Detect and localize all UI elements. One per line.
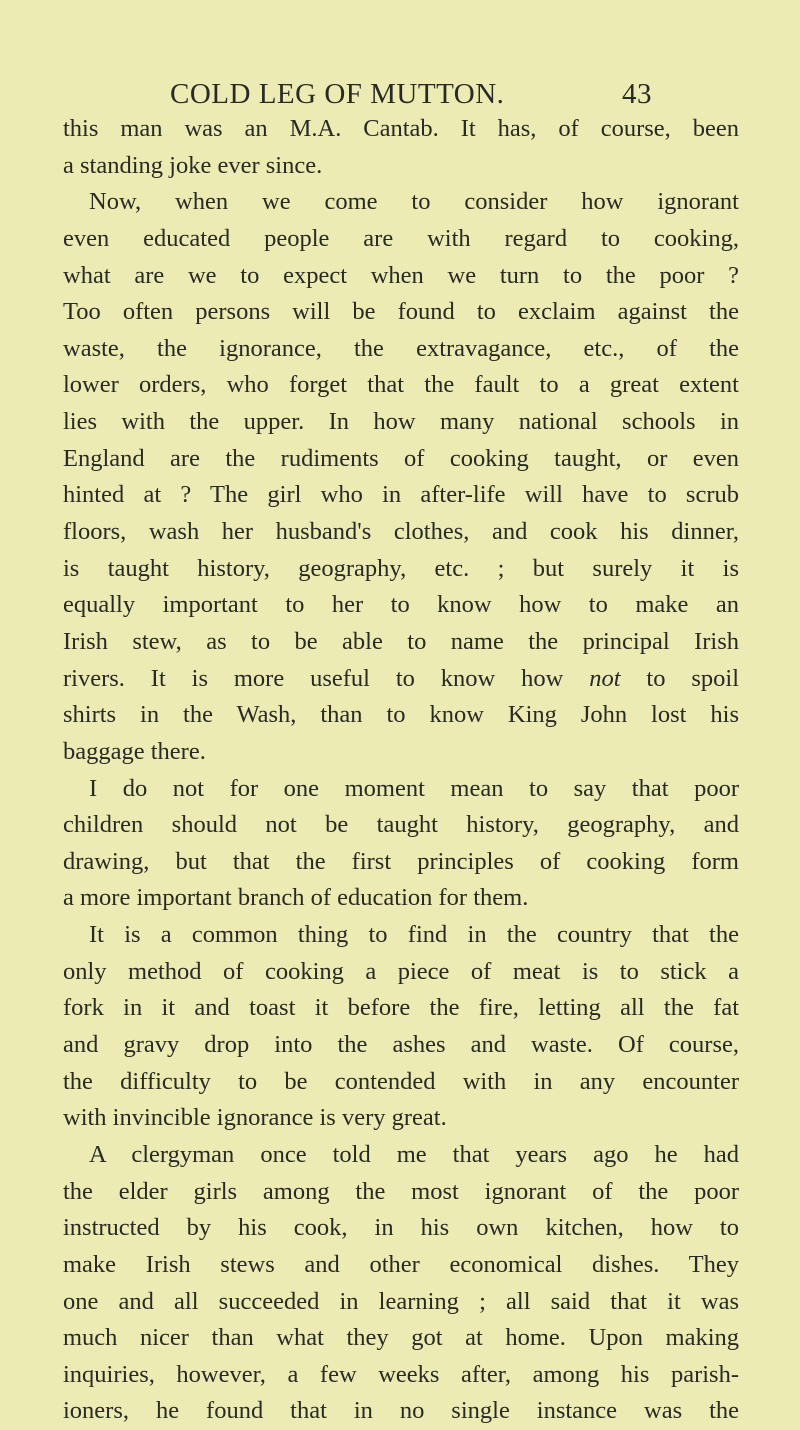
- text-line: [63, 661, 739, 698]
- text-line: [63, 697, 739, 734]
- line-text: ioners, he found that in no single instance was the: [63, 1397, 739, 1425]
- line-text: shirts in the Wash, than to know King John lost his: [63, 701, 739, 729]
- line-text: what are we to expect when we turn to the poor ?: [63, 261, 739, 289]
- text-line: [63, 294, 739, 331]
- text-line: [63, 917, 739, 954]
- page-number: 43: [622, 78, 652, 110]
- line-text: I do not for one moment mean to say that poor: [89, 774, 739, 802]
- text-line: [63, 184, 739, 221]
- text-line: [63, 1284, 739, 1321]
- line-text: only method of cooking a piece of meat is to stick a: [63, 957, 739, 985]
- line-text: make Irish stews and other economical dishes. They: [63, 1250, 739, 1278]
- line-text: Now, when we come to consider how ignorant: [89, 188, 739, 216]
- running-title: COLD LEG OF MUTTON.: [170, 78, 505, 110]
- line-text: children should not be taught history, geography, and: [63, 811, 739, 839]
- text-line: [63, 514, 739, 551]
- text-line: [63, 148, 739, 185]
- text-line: [63, 1174, 739, 1211]
- line-text: hinted at ? The girl who in after-life will have to scrub: [63, 481, 739, 509]
- text-line: [63, 221, 739, 258]
- text-line: [63, 771, 739, 808]
- line-text: It is a common thing to find in the country that the: [89, 921, 739, 949]
- text-line: [63, 954, 739, 991]
- running-header: [170, 78, 652, 111]
- text-line: [63, 1247, 739, 1284]
- line-text: Irish stew, as to be able to name the principal Irish: [63, 627, 739, 655]
- line-text: drawing, but that the first principles of cooking form: [63, 847, 739, 875]
- text-line: [63, 331, 739, 368]
- line-text: one and all succeeded in learning ; all said that it was: [63, 1287, 739, 1315]
- line-text: fork in it and toast it before the fire, letting all the fat: [63, 994, 739, 1022]
- line-text: rivers. It is more useful to know how: [63, 664, 564, 692]
- line-text: a more important branch of education for them.: [63, 884, 529, 912]
- line-text: the difficulty to be contended with in any encounter: [63, 1067, 739, 1095]
- text-line: [63, 1210, 739, 1247]
- text-line: [63, 1137, 739, 1174]
- line-text: a standing joke ever since.: [63, 151, 323, 179]
- text-line: [63, 1100, 739, 1137]
- emphasis: not: [589, 664, 621, 692]
- text-line: [63, 551, 739, 588]
- text-line: [63, 990, 739, 1027]
- line-text: to spoil: [646, 664, 740, 692]
- line-text: equally important to her to know how to make an: [63, 591, 739, 619]
- line-text: and gravy drop into the ashes and waste. Of course,: [63, 1031, 739, 1059]
- line-text: Too often persons will be found to exclaim against the: [63, 298, 739, 326]
- line-text: A clergyman once told me that years ago he had: [89, 1140, 739, 1168]
- text-line: [63, 477, 739, 514]
- text-line: [63, 587, 739, 624]
- line-text: even educated people are with regard to cooking,: [63, 224, 739, 252]
- line-text: instructed by his cook, in his own kitchen, how to: [63, 1214, 739, 1242]
- text-line: [63, 1393, 739, 1430]
- text-line: [63, 404, 739, 441]
- text-line: [63, 258, 739, 295]
- text-line: [63, 880, 739, 917]
- line-text: baggage there.: [63, 737, 206, 765]
- text-line: [63, 1064, 739, 1101]
- line-text: the elder girls among the most ignorant of the poor: [63, 1177, 739, 1205]
- text-line: [63, 111, 739, 148]
- text-line: [63, 1027, 739, 1064]
- line-text: this man was an M.A. Cantab. It has, of course, been: [63, 115, 739, 142]
- text-line: [63, 367, 739, 404]
- line-text: lies with the upper. In how many national schools in: [63, 408, 739, 436]
- text-line: [63, 807, 739, 844]
- line-text: floors, wash her husband's clothes, and cook his dinner,: [63, 518, 739, 546]
- line-text: with invincible ignorance is very great.: [63, 1104, 447, 1132]
- line-text: inquiries, however, a few weeks after, among his parish-: [63, 1360, 739, 1388]
- body-text: [63, 111, 739, 1430]
- line-text: is taught history, geography, etc. ; but surely it is: [63, 554, 739, 582]
- line-text: much nicer than what they got at home. Upon making: [63, 1324, 739, 1352]
- text-line: [63, 1357, 739, 1394]
- text-line: [63, 734, 739, 771]
- text-line: [63, 844, 739, 881]
- text-line: [63, 441, 739, 478]
- line-text: lower orders, who forget that the fault to a great extent: [63, 371, 739, 399]
- line-text: England are the rudiments of cooking taught, or even: [63, 444, 739, 472]
- line-text: waste, the ignorance, the extravagance, etc., of the: [63, 334, 739, 362]
- text-line: [63, 624, 739, 661]
